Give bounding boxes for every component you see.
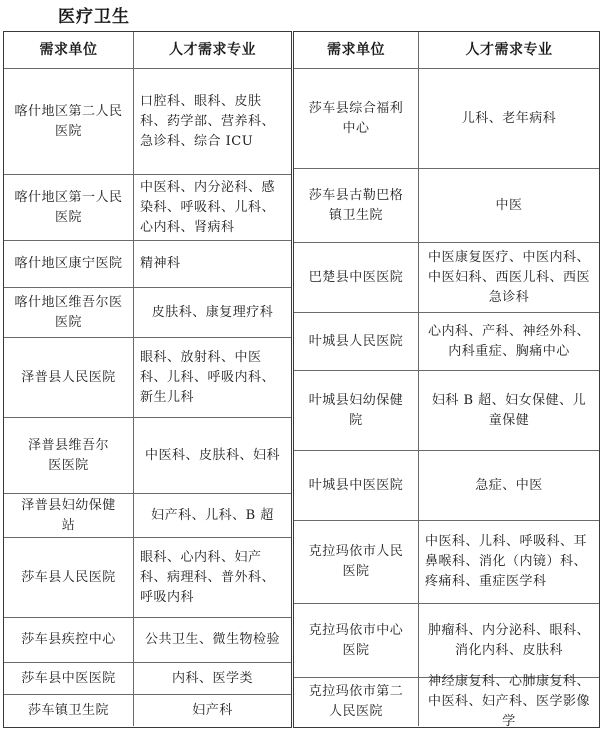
table-row: [4, 695, 291, 726]
unit-name: 叶城县中医医院: [308, 477, 404, 493]
table-row: [294, 243, 599, 313]
header-unit: 需求单位: [4, 32, 134, 68]
unit-name: 克拉玛依市第二人民医院: [308, 684, 404, 719]
specialty-list: 中医: [495, 197, 523, 213]
unit-name: 叶城县人民医院: [308, 333, 404, 349]
left-table: [3, 31, 292, 728]
specialty-list: 妇产科: [192, 702, 233, 718]
specialty-list: 眼科、放射科、中医科、儿科、呼吸内科、新生儿科: [140, 349, 276, 405]
table-row: [4, 618, 291, 663]
specialty-list: 中医科、儿科、呼吸科、耳鼻喉科、消化（内镜）科、疼痛科、重症医学科: [425, 534, 588, 589]
unit-name: 喀什地区第二人民医院: [14, 103, 123, 139]
header-specialty: 人才需求专业: [169, 42, 256, 58]
table-row: [294, 604, 599, 678]
table-header-row: [4, 32, 291, 69]
table-row: [4, 288, 291, 338]
specialty-list: 精神科: [140, 256, 181, 271]
header-specialty: 人才需求专业: [465, 42, 553, 58]
unit-name: 莎车县中医医院: [21, 670, 116, 686]
unit-name: 泽普县维吾尔医医院: [27, 437, 109, 473]
unit-name: 泽普县人民医院: [21, 369, 116, 385]
section-title: 医疗卫生: [58, 7, 130, 27]
table-row: [4, 538, 291, 618]
unit-name: 泽普县妇幼保健站: [21, 497, 116, 533]
specialty-list: 口腔科、眼科、皮肤科、药学部、营养科、急诊科、综合 ICU: [140, 93, 276, 149]
table-row: [294, 169, 599, 243]
unit-name: 克拉玛依市中心医院: [308, 622, 404, 658]
header-unit: 需求单位: [294, 32, 419, 68]
specialty-list: 心内科、产科、神经外科、内科重症、胸痛中心: [427, 323, 590, 359]
table-row: [294, 521, 599, 604]
specialty-list: 儿科、老年病科: [461, 110, 557, 126]
unit-name: 莎车县疾控中心: [21, 632, 116, 647]
unit-name: 喀什地区第一人民医院: [14, 189, 123, 225]
specialty-list: 中医科、皮肤科、妇科: [144, 447, 280, 463]
table-row: [4, 418, 291, 494]
unit-name: 克拉玛依市人民医院: [308, 544, 404, 579]
unit-name: 莎车县综合福利中心: [308, 100, 404, 136]
table-row: [294, 313, 599, 371]
unit-name: 叶城县妇幼保健院: [308, 392, 404, 428]
table-row: [294, 69, 599, 169]
specialty-list: 急症、中医: [475, 477, 543, 493]
table-row: [4, 663, 291, 695]
specialty-list: 眼科、心内科、妇产科、病理科、普外科、呼吸内科: [140, 549, 276, 605]
specialty-list: 中医科、内分泌科、感染科、呼吸科、儿科、心内科、肾病科: [140, 179, 276, 235]
table-row: [4, 175, 291, 241]
table-row: [4, 338, 291, 418]
specialty-list: 肿瘤科、内分泌科、眼科、消化内科、皮肤科: [427, 622, 590, 658]
specialty-list: 内科、医学类: [171, 670, 253, 686]
unit-name: 莎车县人民医院: [21, 569, 116, 585]
specialty-list: 妇产科、儿科、B 超: [151, 507, 274, 523]
specialty-list: 皮肤科、康复理疗科: [151, 304, 274, 320]
unit-name: 喀什地区康宁医院: [14, 256, 123, 271]
specialty-list: 神经康复科、心肺康复科、中医科、妇产科、医学影像学: [427, 674, 590, 729]
table-row: [294, 371, 599, 451]
table-row: [4, 241, 291, 288]
unit-name: 巴楚县中医医院: [308, 269, 404, 285]
table-row: [294, 674, 599, 729]
table-header-row: [294, 32, 599, 69]
table-row: [4, 69, 291, 175]
unit-name: 喀什地区维吾尔医医院: [14, 294, 123, 330]
unit-name: 莎车镇卫生院: [27, 702, 109, 718]
table-row: [294, 451, 599, 521]
table-row: [4, 494, 291, 538]
specialty-list: 中医康复医疗、中医内科、中医妇科、西医儿科、西医急诊科: [427, 249, 590, 305]
unit-name: 莎车县古勒巴格镇卫生院: [308, 187, 404, 223]
specialty-list: 公共卫生、微生物检验: [144, 632, 280, 647]
right-table: [293, 31, 600, 728]
specialty-list: 妇科 B 超、妇女保健、儿童保健: [431, 392, 587, 428]
